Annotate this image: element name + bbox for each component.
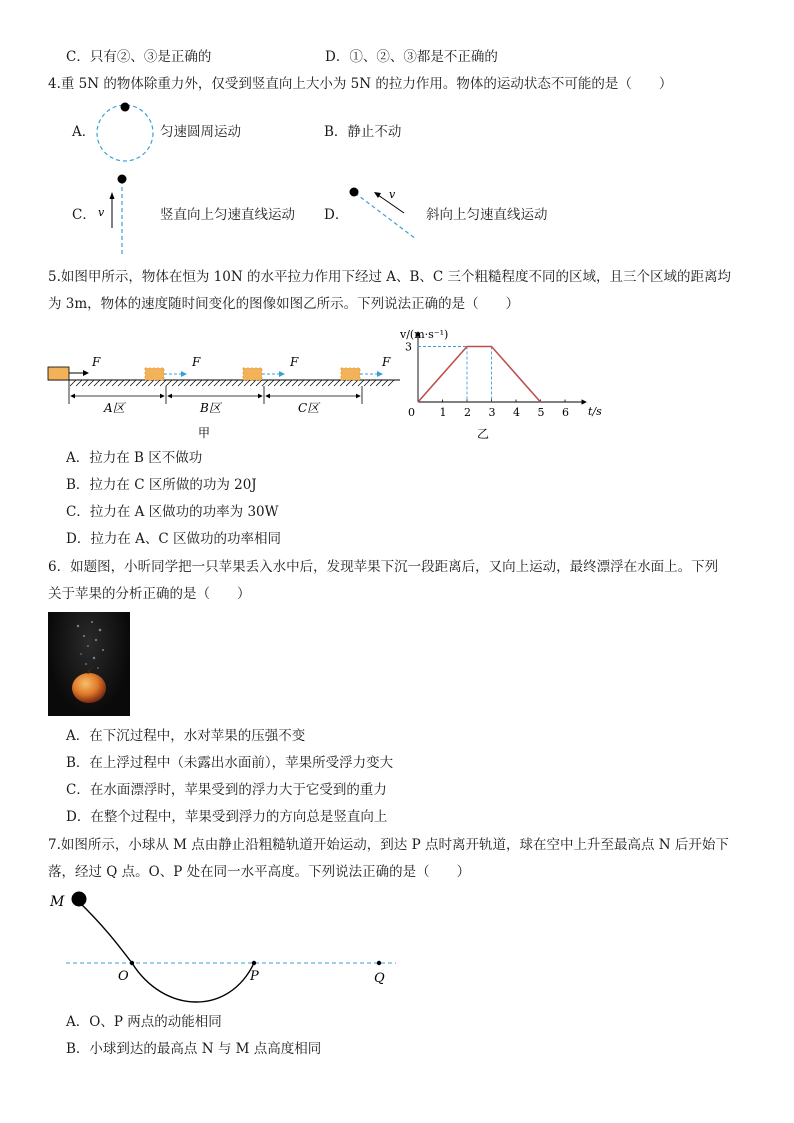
label-o: O (118, 969, 129, 984)
arrow-head-icon (374, 192, 381, 198)
x-tick-label: 0 (408, 406, 415, 419)
force-label: F (192, 355, 201, 369)
rough-track (78, 901, 254, 1002)
x-tick-label: 2 (464, 406, 471, 419)
block-ghost-2 (243, 368, 262, 380)
object-ball (350, 188, 359, 197)
point-o (130, 961, 134, 965)
q7-stem-line1: 7.如图所示，小球从 M 点由静止沿粗糙轨道开始运动，到达 P 点时离开轨道，球在空中上升至最高点 N 后开始下 (48, 837, 729, 853)
arrow-head-icon (110, 192, 115, 199)
q4-option-c-letter: C． (72, 207, 96, 223)
series-line (418, 347, 541, 403)
q5-stem-line2: 为 3m，物体的速度随时间变化的图像如图乙所示。下列说法正确的是（ ） (48, 296, 520, 312)
x-tick-label: 3 (488, 406, 496, 419)
x-tick-label: 5 (537, 406, 545, 419)
zone-b-label: B区 (200, 401, 221, 415)
q4-circle-diagram (94, 100, 156, 164)
y-axis-label: v/(m·s⁻¹) (400, 328, 449, 341)
figure-jia-caption: 甲 (198, 426, 211, 440)
q4-option-a-letter: A． (72, 124, 96, 140)
q7-option-b: B．小球到达的最高点 N 与 M 点高度相同 (66, 1041, 322, 1057)
x-tick-label: 1 (439, 406, 447, 419)
q5-option-a: A．拉力在 B 区不做功 (66, 450, 203, 466)
label-p: P (250, 969, 259, 984)
zone-a-label: A区 (104, 401, 125, 415)
q5-vt-chart (398, 322, 608, 444)
q6-stem-line2: 关于苹果的分析正确的是（ ） (48, 586, 251, 602)
q4-vertical-diagram (94, 170, 134, 256)
velocity-label: v (98, 206, 105, 219)
x-tick-label: 4 (513, 406, 520, 419)
q6-option-d: D．在整个过程中，苹果受到浮力的方向总是竖直向上 (66, 809, 388, 825)
circular-path (97, 105, 153, 161)
q4-stem: 4.重 5N 的物体除重力外，仅受到竖直向上大小为 5N 的拉力作用。物体的运动状态不可能的是（ ） (48, 76, 673, 92)
ball (72, 892, 87, 907)
apple-in-water-photo (48, 612, 130, 716)
q4-option-b: B．静止不动 (324, 124, 402, 140)
q5-option-b: B．拉力在 C 区所做的功为 20J (66, 477, 257, 493)
q4-option-d-text: 斜向上匀速直线运动 (426, 207, 548, 223)
q4-option-d-letter: D． (324, 207, 349, 223)
y-tick-label: 3 (405, 340, 412, 354)
force-label: F (290, 355, 299, 369)
label-m: M (50, 894, 65, 910)
block-object (48, 367, 69, 380)
label-q: Q (374, 971, 385, 986)
x-axis-label: t/s (588, 405, 602, 418)
q4-option-a-text: 匀速圆周运动 (160, 124, 241, 140)
block-ghost-1 (145, 368, 164, 380)
ground-hatching (70, 380, 394, 386)
q5-option-c: C．拉力在 A 区做功的功率为 30W (66, 504, 279, 520)
velocity-label: v (389, 188, 396, 201)
block-ghost-3 (341, 368, 360, 380)
q6-stem-line1: 6．如题图，小昕同学把一只苹果丢入水中后，发现苹果下沉一段距离后，又向上运动，最终漂浮在水面上。下列 (48, 559, 719, 575)
apple-photo-drawing (48, 612, 130, 716)
q7-stem-line2: 落，经过 Q 点。O、P 处在同一水平高度。下列说法正确的是（ ） (48, 864, 471, 880)
q6-option-b: B．在上浮过程中（未露出水面前），苹果所受浮力变大 (66, 755, 394, 771)
object-ball (121, 103, 130, 112)
q3-option-c: C．只有②、③是正确的 (66, 49, 212, 65)
q7-track-diagram (44, 886, 404, 1004)
q7-option-a: A．O、P 两点的动能相同 (66, 1014, 222, 1030)
x-tick-label: 6 (562, 406, 569, 419)
force-label: F (92, 355, 101, 369)
force-label: F (382, 355, 391, 369)
q5-option-d: D．拉力在 A、C 区做功的功率相同 (66, 531, 281, 547)
object-ball (118, 175, 127, 184)
point-q (377, 961, 381, 965)
figure-yi-caption: 乙 (477, 427, 490, 441)
point-p (252, 961, 256, 965)
q6-option-c: C．在水面漂浮时，苹果受到的浮力大于它受到的重力 (66, 782, 387, 798)
zone-c-label: C区 (298, 401, 320, 415)
q4-diagonal-diagram (344, 180, 424, 242)
q5-stem-line1: 5.如图甲所示，物体在恒为 10N 的水平拉力作用下经过 A、B、C 三个粗糙程度不同的区域，且三个区域的距离均 (48, 269, 732, 285)
q5-figure-jia (46, 350, 402, 442)
q3-option-d: D．①、②、③都是不正确的 (325, 49, 498, 65)
q6-option-a: A．在下沉过程中，水对苹果的压强不变 (66, 728, 306, 744)
q4-option-c-text: 竖直向上匀速直线运动 (160, 207, 295, 223)
